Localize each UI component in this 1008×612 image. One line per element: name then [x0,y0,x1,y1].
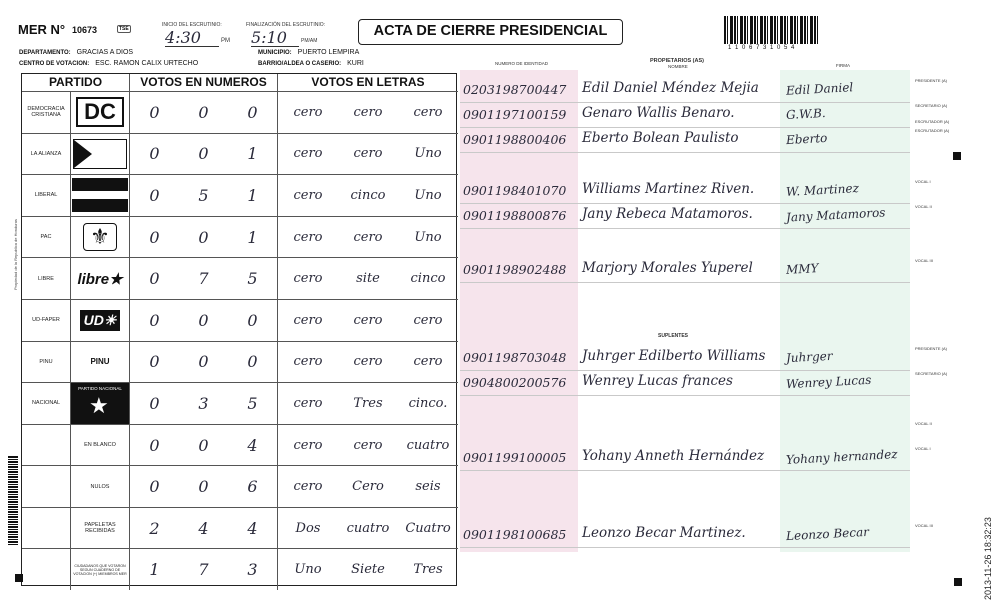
member-role: PRESIDENTE (A) [915,78,948,83]
vote-digit: 1 [247,227,258,247]
vote-digit: 1 [247,185,258,205]
municipio-row [258,49,359,56]
member-id: 0203198700447 [463,82,567,97]
final-value: 5:10 [251,28,299,47]
vote-digit: 0 [247,352,258,372]
vote-digit: 0 [198,227,209,247]
departamento-label: DEPARTAMENTO: [19,50,71,56]
party-row [22,382,458,424]
votes-numbers [130,383,278,424]
vote-digit: 0 [198,144,209,164]
member-id: 0901199100005 [463,450,567,465]
party-logo: ⚜ [83,223,117,251]
vote-digit: 1 [247,144,258,164]
vote-digit: 5 [247,393,258,413]
departamento-row [19,49,133,56]
member-name: Juhrger Edilberto Williams [582,348,766,364]
vote-word: Uno [414,229,442,245]
vote-word: cero [293,312,323,328]
votes-letters [278,134,458,175]
inicio-unit: PM [221,38,230,44]
vote-digit: 0 [149,477,160,497]
member-id: 0901198703048 [463,350,567,365]
votes-letters [278,92,458,133]
inicio-value: 4:30 [165,28,219,47]
member-name: Jany Rebeca Matamoros. [582,206,753,222]
mer-number: 10673 [72,25,98,35]
centro-value: ESC. RAMON CALIX URTECHO [95,60,199,67]
party-logo-cell [70,217,130,258]
header-suplentes: SUPLENTES [658,333,689,339]
nacional-logo [71,383,129,424]
vote-digit: 5 [247,269,258,289]
member-role: VOCAL III [915,523,933,528]
vote-word: cero [353,437,383,453]
vote-digit: 0 [149,393,160,413]
vote-digit: 7 [198,269,209,289]
final-label: FINALIZACIÓN DEL ESCRUTINIO: [246,22,325,28]
party-name: LIBRE [38,275,54,282]
member-role: SECRETARIO (A) [915,371,948,376]
summary-letters [278,466,458,507]
vote-word: cero [293,271,323,287]
votes-numbers [130,342,278,383]
vote-word: cuatro [406,437,450,453]
party-name: LA ALIANZA [30,150,62,157]
mer-label: MER N° [18,22,66,37]
vote-digit: 3 [198,393,209,413]
party-row [22,133,458,175]
barrio-row [258,60,364,67]
party-row [22,341,458,383]
vote-word: cero [293,146,323,162]
vote-word: cero [293,104,323,120]
vote-word: cero [293,187,323,203]
final-unit: PM/AM [301,38,318,44]
vote-digit: 1 [149,560,160,580]
summary-numbers [130,466,278,507]
member-row-line [460,102,910,103]
party-logo-cell [70,258,130,299]
party-logo: DC [76,97,124,127]
member-id: 0901198902488 [463,262,567,277]
vote-digit: 4 [247,518,258,538]
member-role: VOCAL III [915,258,933,263]
vote-word: cinco [350,187,386,203]
party-row [22,257,458,299]
party-row [22,216,458,258]
barcode [724,16,820,44]
vote-word: Siete [351,562,385,578]
summary-name: PAPELETAS RECIBIDAS [70,508,130,549]
liberal-flag-icon [72,178,128,212]
vote-digit: 0 [149,185,160,205]
barrio-value: KURI [347,60,364,67]
summary-letters [278,425,458,466]
votes-letters [278,258,458,299]
registration-mark [953,152,961,160]
member-signature: Leonzo Becar [785,524,870,544]
vote-digit: 0 [149,352,160,372]
summary-numbers [130,508,278,549]
votes-numbers [130,92,278,133]
vote-word: Dos [295,520,321,536]
member-signature: Yohany hernandez [785,447,898,467]
vote-word: cuatro [346,520,390,536]
vote-digit: 4 [198,518,209,538]
member-signature: W. Martinez [785,181,860,199]
star-icon: ★ [89,393,109,419]
vote-word: Uno [414,187,442,203]
summary-name: NULOS [70,466,130,507]
scan-timestamp: 2013-11-26 18:32:23 [983,517,993,600]
extra-role-escrutador: ESCRUTADOR (A) [915,119,950,124]
nacional-logo-text: PARTIDO NACIONAL [78,386,122,392]
party-row [22,174,458,216]
vote-word: cero [293,479,323,495]
vote-word: cero [353,312,383,328]
vote-word: cero [353,354,383,370]
party-row [22,299,458,341]
party-logo-cell [70,383,130,424]
vote-digit: 0 [149,310,160,330]
vote-digit: 2 [149,518,160,538]
member-name: Williams Martinez Riven. [582,181,755,197]
member-role: VOCAL I [915,446,931,451]
alianza-flag-icon [73,139,127,169]
summary-name: EN BLANCO [70,425,130,466]
member-name: Marjory Morales Yuperel [582,260,753,276]
member-row-line [460,282,910,283]
vote-word: cero [293,229,323,245]
party-name: PAC [40,234,52,241]
vote-digit: 0 [247,102,258,122]
vote-digit: 0 [149,435,160,455]
vote-word: cero [293,395,323,411]
votes-table [21,73,457,586]
vote-digit: 0 [149,227,160,247]
side-barcode [8,455,18,545]
party-name: UD-FAPER [32,317,60,324]
summary-row [22,465,458,507]
municipio-value: PUERTO LEMPIRA [297,49,360,56]
tse-logo: TSE [119,26,129,32]
municipio-label: MUNICIPIO: [258,50,292,56]
member-row-line [460,203,910,204]
centro-label: CENTRO DE VOTACION: [19,61,90,67]
member-id: 0901198800406 [463,132,567,147]
extra-role-vocal-ii: VOCAL II [915,421,932,426]
vote-word: cero [353,229,383,245]
vote-digit: 0 [198,352,209,372]
registration-mark [954,578,962,586]
summary-name: CIUDADANOS QUE VOTARON SEGUN CUADERNO DE VOTACION (+) MIEMBROS MER [70,549,130,590]
party-name: DEMOCRACIA CRISTIANA [27,106,65,119]
header-identidad: NUMERO DE IDENTIDAD [495,61,549,66]
votes-numbers [130,300,278,341]
vote-word: cinco. [408,395,448,411]
vote-digit: 0 [149,102,160,122]
member-id: 0901198401070 [463,183,567,198]
summary-row [22,548,458,590]
vote-digit: 4 [247,435,258,455]
vote-digit: 0 [149,144,160,164]
member-id: 0904800200576 [463,375,567,390]
member-signature: G.W.B. [785,105,826,123]
votes-numbers [130,175,278,216]
party-name: NACIONAL [31,400,61,407]
vote-word: Uno [414,146,442,162]
member-signature: Wenrey Lucas [785,372,872,392]
member-signature: Edil Daniel [785,80,854,98]
vote-digit: 6 [247,477,258,497]
party-name: PINU [39,358,53,365]
header-votos-letras: VOTOS EN LETRAS [311,75,425,89]
party-logo: PINU [90,357,110,367]
header-nombre: NOMBRE [668,64,688,69]
member-role: VOCAL II [915,204,932,209]
vote-word: Tres [413,562,443,578]
member-role: ESCRUTADOR (A) [915,128,950,133]
votes-letters [278,175,458,216]
centro-row [19,60,198,67]
summary-row [22,424,458,466]
summary-letters [278,549,458,590]
vote-word: site [356,271,380,287]
member-row-line [460,395,910,396]
vertical-note: Propiedad de la Republica de Honduras [13,219,18,290]
vote-digit: 5 [198,185,209,205]
vote-word: cero [353,104,383,120]
vote-digit: 0 [247,310,258,330]
votes-letters [278,342,458,383]
party-row [22,91,458,133]
member-name: Yohany Anneth Hernández [582,448,765,464]
party-logo: libre★ [77,270,123,288]
vote-word: cinco [410,271,446,287]
party-name: LIBERAL [34,192,58,199]
header-firma: FIRMA [836,63,850,68]
registration-mark [15,574,23,582]
party-logo-cell [70,342,130,383]
member-name: Leonzo Becar Martinez. [582,525,746,541]
vote-digit: 7 [198,560,209,580]
vote-word: Tres [353,395,383,411]
header-propietarios: PROPIETARIOS (AS) [650,58,704,64]
page-title: ACTA DE CIERRE PRESIDENCIAL [358,19,623,45]
barrio-label: BARRIO/ALDEA O CASERIO: [258,61,342,67]
vote-word: Uno [294,562,322,578]
vote-word: seis [415,479,441,495]
header-votos-numeros: VOTOS EN NUMEROS [130,74,278,91]
votes-letters [278,217,458,258]
member-id: 0901198800876 [463,208,567,223]
member-row-line [460,228,910,229]
vote-digit: 3 [247,560,258,580]
member-id: 0901197100159 [463,107,567,122]
summary-letters [278,508,458,549]
vote-word: cero [293,354,323,370]
member-role: SECRETARIO (A) [915,103,948,108]
summary-row [22,507,458,549]
member-name: Eberto Bolean Paulisto [582,130,739,146]
votes-letters [278,300,458,341]
votes-numbers [130,134,278,175]
vote-word: cero [353,146,383,162]
member-name: Wenrey Lucas frances [582,373,733,389]
party-logo-cell [70,92,130,133]
vote-digit: 0 [198,102,209,122]
member-row-line [460,127,910,128]
member-signature: Eberto [785,130,828,148]
vote-digit: 0 [149,269,160,289]
member-signature: MMY [785,261,819,277]
vote-digit: 0 [198,310,209,330]
barcode-text: 1 1 0 6 7 3 1 0 5 4 [728,45,796,51]
member-name: Genaro Wallis Benaro. [582,105,735,121]
member-name: Edil Daniel Méndez Mejia [582,80,759,96]
vote-word: cero [413,354,443,370]
vote-word: cero [413,104,443,120]
party-logo-cell [70,134,130,175]
party-logo: UD☀ [80,310,121,331]
member-row-line [460,547,910,548]
vote-word: Cero [352,479,384,495]
header-partido: PARTIDO [22,74,130,91]
votes-letters [278,383,458,424]
vote-word: Cuatro [405,520,451,536]
member-role: VOCAL I [915,179,931,184]
vote-word: cero [293,437,323,453]
inicio-label: INICIO DEL ESCRUTINIO: [162,22,222,28]
member-role: PRESIDENTE (A) [915,346,948,351]
summary-numbers [130,549,278,590]
vote-digit: 0 [198,477,209,497]
member-id: 0901198100685 [463,527,567,542]
votes-numbers [130,258,278,299]
summary-numbers [130,425,278,466]
member-row-line [460,470,910,471]
member-row-line [460,370,910,371]
member-row-line [460,152,910,153]
member-signature: Juhrger [785,348,833,366]
departamento-value: GRACIAS A DIOS [76,49,134,56]
party-logo-cell [70,175,130,216]
votes-numbers [130,217,278,258]
party-logo-cell [70,300,130,341]
vote-word: cero [413,312,443,328]
member-signature: Jany Matamoros [785,205,886,225]
vote-digit: 0 [198,435,209,455]
